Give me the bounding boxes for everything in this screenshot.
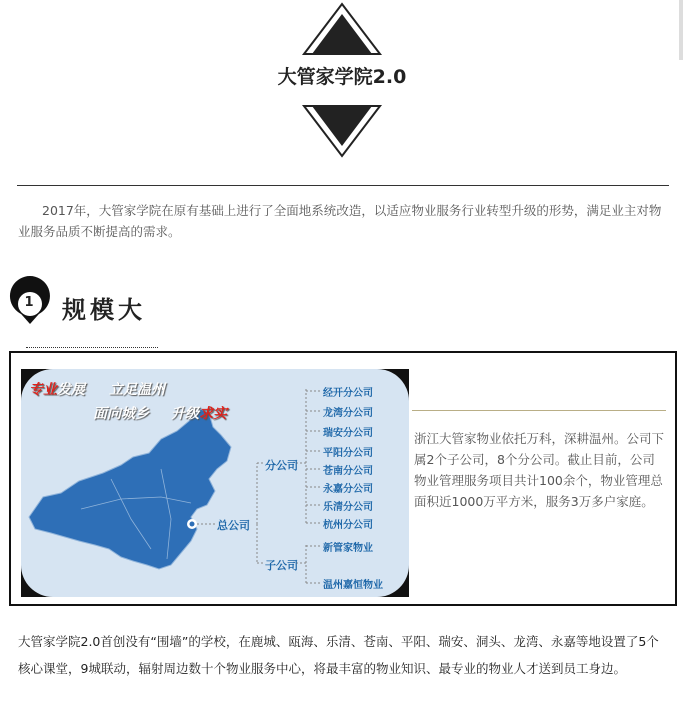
- dotted-underline: [26, 347, 158, 348]
- section-title: 规模大: [62, 296, 146, 324]
- bottom-paragraph: 大管家学院2.0首创没有“围墙”的学校，在鹿城、瓯海、乐清、苍南、平阳、瑞安、洞头、龙湾、永嘉等地设置了5个核心课堂，9城联动，辐射周边数十个物业服务中心，将最丰富的物业知识、最专业的物业人才送到员工身边。: [18, 634, 659, 676]
- company-description: 浙江大管家物业依托万科，深耕温州。公司下属2个子公司，8个分公司。截止目前，公司物业管理服务项目共计100余个，物业管理总面积近1000万平方米，服务3万多户家庭。: [414, 431, 665, 509]
- subsidiary-label: 新管家物业: [323, 543, 373, 554]
- branch-label: 龙湾分公司: [323, 408, 373, 419]
- side-divider: [412, 410, 666, 411]
- divider: [17, 185, 669, 186]
- branch-label: 杭州分公司: [323, 520, 373, 531]
- triangle-down-icon: [300, 104, 384, 160]
- slogan-line-1b: 立足温州: [109, 382, 165, 398]
- section-number: 1: [24, 295, 34, 310]
- triangle-up-icon: [300, 0, 384, 56]
- subsidiary-label: 温州嘉恒物业: [323, 580, 383, 591]
- slogan-line-1: 专业发展: [29, 382, 85, 398]
- slogan-line-2b: 升级求实: [171, 406, 227, 422]
- card-corners: [21, 369, 409, 597]
- slogan-line-2: 面向城乡: [93, 406, 149, 422]
- scrollbar-track[interactable]: [679, 0, 683, 60]
- branch-label: 瑞安分公司: [323, 428, 373, 439]
- branch-label: 苍南分公司: [323, 466, 373, 477]
- page-title: 大管家学院2.0: [277, 66, 407, 88]
- branch-label: 平阳分公司: [323, 448, 373, 459]
- branch-label: 乐清分公司: [323, 502, 373, 513]
- branch-label: 永嘉分公司: [323, 484, 373, 495]
- sub-group-label: 子公司: [265, 559, 298, 572]
- branch-group-label: 分公司: [265, 459, 298, 472]
- branch-label: 经开分公司: [323, 388, 373, 399]
- intro-paragraph: 2017年，大管家学院在原有基础上进行了全面地系统改造，以适应物业服务行业转型升级的形势，满足业主对物业服务品质不断提高的需求。: [18, 203, 662, 239]
- hq-label: 总公司: [217, 519, 250, 532]
